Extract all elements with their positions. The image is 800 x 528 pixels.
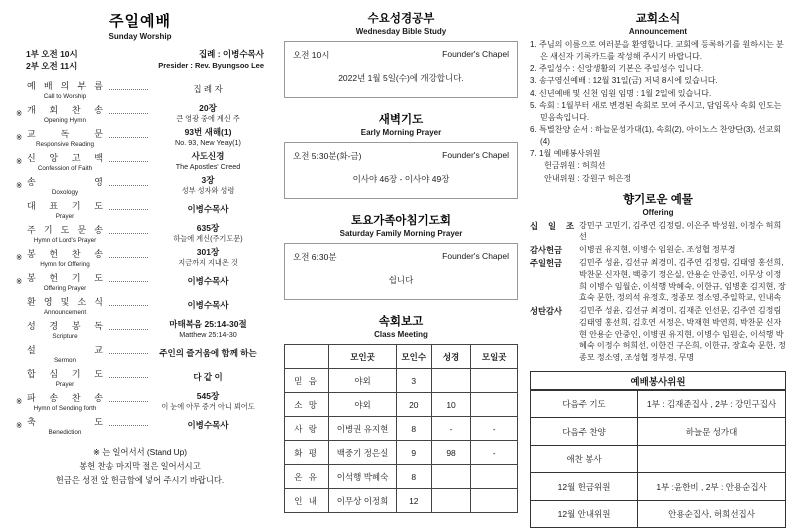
class-meeting-cell: -	[431, 417, 471, 441]
service-label-en: Opening Hymn	[44, 116, 86, 124]
committee-row	[531, 500, 786, 528]
service-row	[16, 415, 264, 437]
header-next-place: 모일곳	[471, 345, 518, 369]
dotted-leader	[109, 161, 148, 162]
committee-role: 다음주 기도	[531, 390, 638, 418]
announcement-subitem: 헌금위원 : 허희선	[544, 161, 606, 171]
section-note: 2022년 1월 5일(수)에 개강합니다.	[338, 73, 464, 83]
announcement-item: 5. 속회 : 1월부터 새로 변경된 속회로 모여 주시고, 담임목사 속회 인도는 믿음속입니다.	[530, 100, 782, 122]
announcement-title: 교회소식	[635, 13, 681, 25]
worship-committee-table	[530, 371, 786, 528]
service-row	[16, 343, 264, 365]
service-label	[27, 367, 103, 388]
service-label-en: Sermon	[53, 356, 77, 364]
service-value-main: 이병수목사	[187, 419, 229, 430]
service-label-ko: 예 배 의 부 름	[27, 80, 103, 91]
offering-entry-thanks	[530, 244, 786, 256]
service-label-ko: 주 기 도 문 송	[27, 224, 103, 235]
committee-role: 12월 안내위원	[531, 500, 638, 528]
service-row	[16, 103, 264, 125]
service-label-en: Hymn of Sending forth	[33, 404, 97, 412]
header-count: 모인수	[396, 345, 431, 369]
header-bible: 성경	[431, 345, 471, 369]
dotted-leader	[109, 113, 148, 114]
service-row	[16, 175, 264, 197]
service-label-en: Responsive Reading	[35, 140, 95, 148]
offering-section	[530, 191, 786, 364]
class-meeting-cell: 온 유	[285, 465, 329, 489]
service-label	[27, 127, 103, 148]
class-meeting-cell: 20	[396, 393, 431, 417]
class-meeting-cell	[431, 369, 471, 393]
class-meeting-cell	[471, 393, 518, 417]
committee-row	[531, 473, 786, 501]
class-meeting-row	[285, 489, 518, 513]
service-row	[16, 319, 264, 341]
committee-row	[531, 418, 786, 446]
service-value-sub: 이 눈에 아무 증거 아니 뵈어도	[161, 402, 255, 412]
footnote-offering-hymn: 봉헌 찬송 마지막 절은 일어서시고	[79, 460, 201, 471]
service-row	[16, 271, 264, 293]
service-label-ko: 환 영 및 소 식	[27, 296, 103, 307]
service-row	[16, 223, 264, 245]
offering-names: 김민주 성윤, 김선규 최경미, 김재준 인선문, 김주연 김정림 김태영 홍선희, 김호연 서정은, 박재현 박연희, 박찬문 신자현 안용순 안중인, 이병권 유지현, 이병수 임원순, 이석행 박혜숙 이정수 허희선, 이한건 구은희, 이한규, 장효숙 문한, 정종모 정소영, 조성협 정부경, 무명	[579, 306, 786, 363]
service-label-en: Doxology	[51, 188, 79, 196]
standup-mark: ※	[16, 108, 23, 118]
service-label-en: Call to Worship	[43, 92, 87, 100]
announcement-item: 2. 주일성수 : 신앙생활의 기본은 주일성수 입니다.	[530, 64, 704, 74]
service-value-main: 다 같 이	[193, 371, 223, 382]
offering-names: 김민주 성윤, 김선규 최경미, 김주연 김정림, 김태영 홍선희, 박찬문 신자현, 백중기 정은실, 안용순 안중인, 이무상 이정희 이병수 임월순, 이석행 박혜숙, 이한규, 임병훈 김지현, 장효숙 문한, 정의석 유정호, 정종모 정소영,주일학교, 인내속	[579, 258, 786, 303]
class-meeting-cell: 야외	[329, 393, 397, 417]
dotted-leader	[109, 353, 148, 354]
service-value-main: 3장	[201, 175, 215, 186]
service-time-2: 2부 오전 11시	[26, 61, 78, 72]
class-meeting-cell: 인 내	[285, 489, 329, 513]
class-meeting-row	[285, 441, 518, 465]
service-value-main: 301장	[196, 247, 220, 258]
committee-member: 1부 : 김재준집사 , 2부 : 강민구집사	[638, 390, 786, 418]
service-value-sub: No. 93, New Yeay(1)	[175, 138, 241, 148]
service-row	[16, 295, 264, 317]
service-label-ko: 축 도	[27, 416, 103, 427]
standup-mark: ※	[16, 156, 23, 166]
service-value-sub: 큰 영광 중에 계신 주	[176, 114, 240, 124]
service-value	[152, 420, 264, 431]
service-value-main: 93번 새해(1)	[184, 127, 232, 138]
service-value-main: 20장	[199, 103, 217, 114]
header-place: 모인곳	[329, 345, 397, 369]
section-box	[284, 243, 518, 300]
service-value	[152, 103, 264, 123]
service-label-ko: 대 표 기 도	[27, 200, 103, 211]
service-row	[16, 367, 264, 389]
announcement-item: 3. 송구영신예배 : 12월 31일(금) 저녁 8시에 있습니다.	[530, 76, 718, 86]
service-value-main: 이병수목사	[187, 299, 229, 310]
service-value-sub: 지금까지 지내온 것	[178, 258, 238, 268]
standup-mark: ※	[16, 252, 23, 262]
service-value	[152, 247, 264, 267]
dotted-leader	[109, 89, 148, 90]
worship-title-en: Sunday Worship	[108, 32, 172, 41]
offering-entry-tithe	[530, 220, 786, 243]
committee-member: 1부 :윤한비 , 2부 : 안용순집사	[638, 473, 786, 501]
service-value-main: 사도신경	[191, 151, 225, 162]
section-wednesday-bible-study	[284, 10, 518, 98]
class-meeting-cell: 10	[431, 393, 471, 417]
committee-member: 하늘문 성가대	[638, 418, 786, 446]
section-class-meeting	[284, 313, 518, 513]
class-meeting-cell: 사 랑	[285, 417, 329, 441]
offering-title: 향기로운 예물	[623, 193, 693, 206]
announcement-list	[530, 39, 786, 185]
section-time: 오전 6:30분	[293, 252, 337, 262]
section-title-en: Wednesday Bible Study	[355, 27, 447, 36]
service-label	[27, 79, 103, 100]
service-label-ko: 송 영	[27, 176, 103, 187]
dotted-leader	[109, 425, 148, 426]
service-label-en: Prayer	[55, 380, 75, 388]
service-label-en: Prayer	[55, 212, 75, 220]
announcement-item: 1. 주님의 이름으로 여러분을 환영합니다. 교회에 등록하기를 원하시는 분은 새신자 기록카드를 작성해 주시기 바랍니다.	[530, 40, 784, 62]
header-class	[285, 345, 329, 369]
service-label-ko: 성 경 봉 독	[27, 320, 103, 331]
service-value	[152, 319, 264, 339]
service-label-en: Offering Prayer	[43, 284, 87, 292]
offering-label: 십 일 조	[530, 220, 574, 231]
committee-member: 안용순집사, 허희선집사	[638, 500, 786, 528]
presider-en: Presider : Rev. Byungsoo Lee	[158, 61, 264, 70]
service-label-ko: 파 송 찬 송	[27, 392, 103, 403]
service-row	[16, 199, 264, 221]
offering-label: 감사헌금	[530, 245, 563, 256]
offering-label: 성탄감사	[530, 306, 563, 317]
service-time-1: 1부 오전 10시	[26, 49, 78, 59]
worship-footnotes	[16, 446, 264, 487]
section-title: 수요성경공부	[367, 13, 435, 25]
standup-mark: ※	[16, 276, 23, 286]
class-meeting-title-en: Class Meeting	[374, 330, 428, 339]
dotted-leader	[109, 281, 148, 282]
class-meeting-cell: 98	[431, 441, 471, 465]
service-value	[152, 348, 264, 359]
service-label	[27, 175, 103, 196]
service-row	[16, 151, 264, 173]
footnote-offering-box: 헌금은 성전 앞 헌금함에 넣어 주시기 바랍니다.	[55, 474, 225, 485]
service-row	[16, 127, 264, 149]
middle-column	[272, 8, 524, 506]
dotted-leader	[109, 377, 148, 378]
offering-names: 강민구 고민기, 김주연 김정림, 이은주 박성원, 이정수 허희선	[579, 220, 782, 242]
committee-title-row	[531, 371, 786, 390]
offering-title-en: Offering	[642, 207, 674, 217]
class-meeting-cell	[431, 489, 471, 513]
offering-names: 이병권 유지현, 이병수 임원순, 조성협 정부경	[579, 245, 736, 255]
service-value	[152, 223, 264, 243]
committee-role: 12월 헌금위원	[531, 473, 638, 501]
service-row	[16, 247, 264, 269]
service-label	[27, 151, 103, 172]
class-meeting-table	[284, 344, 518, 513]
service-label	[27, 295, 103, 316]
class-meeting-cell: 3	[396, 369, 431, 393]
dotted-leader	[109, 401, 148, 402]
class-meeting-cell	[471, 369, 518, 393]
worship-header	[26, 48, 264, 73]
committee-title: 예배봉사위원	[531, 371, 786, 390]
service-label	[27, 415, 103, 436]
section-note: 이사야 46장 - 이사야 49장	[352, 174, 450, 184]
class-meeting-cell	[471, 489, 518, 513]
service-label-en: Hymn for Offering	[40, 260, 90, 268]
standup-mark: ※	[16, 396, 23, 406]
service-label-ko: 교 독 문	[27, 128, 103, 139]
class-meeting-cell: 8	[396, 465, 431, 489]
table-header-row	[285, 345, 518, 369]
footnote-standup: ※ 는 일어서서 (Stand Up)	[92, 447, 188, 458]
service-value	[152, 175, 264, 195]
service-label-ko: 봉 헌 기 도	[27, 272, 103, 283]
class-meeting-cell: -	[471, 417, 518, 441]
section-place: Founder's Chapel	[442, 150, 509, 160]
standup-mark: ※	[16, 132, 23, 142]
service-value	[152, 204, 264, 215]
standup-mark: ※	[16, 180, 23, 190]
dotted-leader	[109, 329, 148, 330]
service-label-en: Scripture	[52, 332, 78, 340]
service-value-main: 마태복음 25:14-30절	[169, 319, 247, 330]
class-meeting-cell: -	[471, 441, 518, 465]
service-label	[27, 103, 103, 124]
service-value	[152, 151, 264, 171]
section-time: 오전 5:30분(화-금)	[293, 151, 362, 161]
dotted-leader	[109, 257, 148, 258]
standup-mark: ※	[16, 420, 23, 430]
class-meeting-cell: 9	[396, 441, 431, 465]
class-meeting-row	[285, 417, 518, 441]
dotted-leader	[109, 185, 148, 186]
service-value-main: 이병수목사	[187, 275, 229, 286]
dotted-leader	[109, 233, 148, 234]
service-value-sub: Matthew 25:14-30	[179, 330, 237, 340]
announcement-item: 6. 특별찬양 순서 : 하늘문성가대(1), 속회(2), 아이노스 찬양단(3), 선교회(4)	[530, 124, 782, 147]
class-meeting-cell: 소 망	[285, 393, 329, 417]
announcement-title-en: Announcement	[628, 27, 688, 36]
service-value	[152, 127, 264, 147]
class-meeting-cell: 이석행 박혜숙	[329, 465, 397, 489]
class-meeting-title: 속회보고	[378, 316, 424, 328]
class-meeting-cell: 화 평	[285, 441, 329, 465]
service-row	[16, 79, 264, 101]
service-value	[152, 391, 264, 411]
service-label	[27, 199, 103, 220]
announcement-item: 4. 신년예배 및 신천 임원 임명 : 1월 2일에 있습니다.	[530, 88, 712, 98]
class-meeting-cell: 이병권 유지현	[329, 417, 397, 441]
service-value	[152, 300, 264, 311]
dotted-leader	[109, 209, 148, 210]
service-label-ko: 봉 헌 찬 송	[27, 248, 103, 259]
section-title-en: Saturday Family Morning Prayer	[339, 229, 463, 238]
section-box	[284, 41, 518, 98]
service-label	[27, 247, 103, 268]
service-value-main: 545장	[196, 391, 220, 402]
service-label	[27, 319, 103, 340]
section-place: Founder's Chapel	[442, 251, 509, 261]
section-time: 오전 10시	[293, 50, 330, 60]
committee-role: 다음주 찬양	[531, 418, 638, 446]
service-value-main: 주인의 즐거움에 함께 하는	[159, 347, 257, 358]
committee-role: 애찬 봉사	[531, 445, 638, 473]
service-label-en: Hymn of Lord's Prayer	[33, 236, 97, 244]
service-label	[27, 271, 103, 292]
presider	[158, 48, 264, 73]
offering-label: 주일헌금	[530, 258, 563, 269]
class-meeting-cell: 야외	[329, 369, 397, 393]
section-title: 토요가족아침기도회	[351, 215, 451, 227]
service-value-main: 집 례 자	[193, 83, 223, 94]
class-meeting-row	[285, 369, 518, 393]
service-label-ko: 개 회 찬 송	[27, 104, 103, 115]
class-meeting-cell: 8	[396, 417, 431, 441]
dotted-leader	[109, 137, 148, 138]
sunday-worship-column	[0, 8, 272, 485]
committee-row	[531, 445, 786, 473]
offering-entry-sunday	[530, 257, 786, 304]
section-note: 쉽니다	[388, 275, 414, 285]
worship-title: 주일예배	[109, 13, 171, 30]
section-title: 새벽기도	[378, 114, 424, 126]
service-value-sub: 하늘에 계신(주기도문)	[173, 234, 243, 244]
service-row	[16, 391, 264, 413]
service-label	[27, 391, 103, 412]
service-label	[27, 223, 103, 244]
announcement-subitem: 안내위원 : 강원구 허은정	[544, 173, 632, 183]
service-value-main: 이병수목사	[187, 203, 229, 214]
service-value	[152, 372, 264, 383]
section-title-en: Early Morning Prayer	[360, 128, 442, 137]
order-of-service	[16, 79, 264, 437]
service-value-main: 635장	[196, 223, 220, 234]
section-place: Founder's Chapel	[442, 49, 509, 59]
dotted-leader	[109, 305, 148, 306]
service-label-ko: 신 앙 고 백	[27, 152, 103, 163]
service-label-ko: 합 심 기 도	[27, 368, 103, 379]
section-saturday-family-prayer	[284, 212, 518, 300]
class-meeting-cell: 백중기 정은실	[329, 441, 397, 465]
class-meeting-row	[285, 393, 518, 417]
service-value	[152, 84, 264, 95]
service-label-en: Announcement	[43, 308, 87, 316]
service-label-en: Benediction	[48, 428, 82, 436]
class-meeting-cell: 12	[396, 489, 431, 513]
committee-row	[531, 390, 786, 418]
presider-ko: 집례 : 이병수목사	[198, 49, 264, 59]
offering-entry-christmas	[530, 305, 786, 364]
service-times	[26, 48, 78, 73]
class-meeting-cell: 이무상 이정희	[329, 489, 397, 513]
service-label-ko: 설 교	[27, 344, 103, 355]
class-meeting-cell: 믿 음	[285, 369, 329, 393]
service-value-sub: The Apostles' Creed	[175, 162, 241, 172]
service-label	[27, 343, 103, 364]
section-early-morning-prayer	[284, 111, 518, 199]
service-value-sub: 성부 성자와 성령	[181, 186, 235, 196]
committee-member	[638, 445, 786, 473]
service-label-en: Confession of Faith	[37, 164, 93, 172]
right-column	[524, 8, 800, 520]
section-box	[284, 142, 518, 199]
announcement-item: 7. 1월 예배봉사위원	[530, 149, 601, 159]
service-value	[152, 276, 264, 287]
